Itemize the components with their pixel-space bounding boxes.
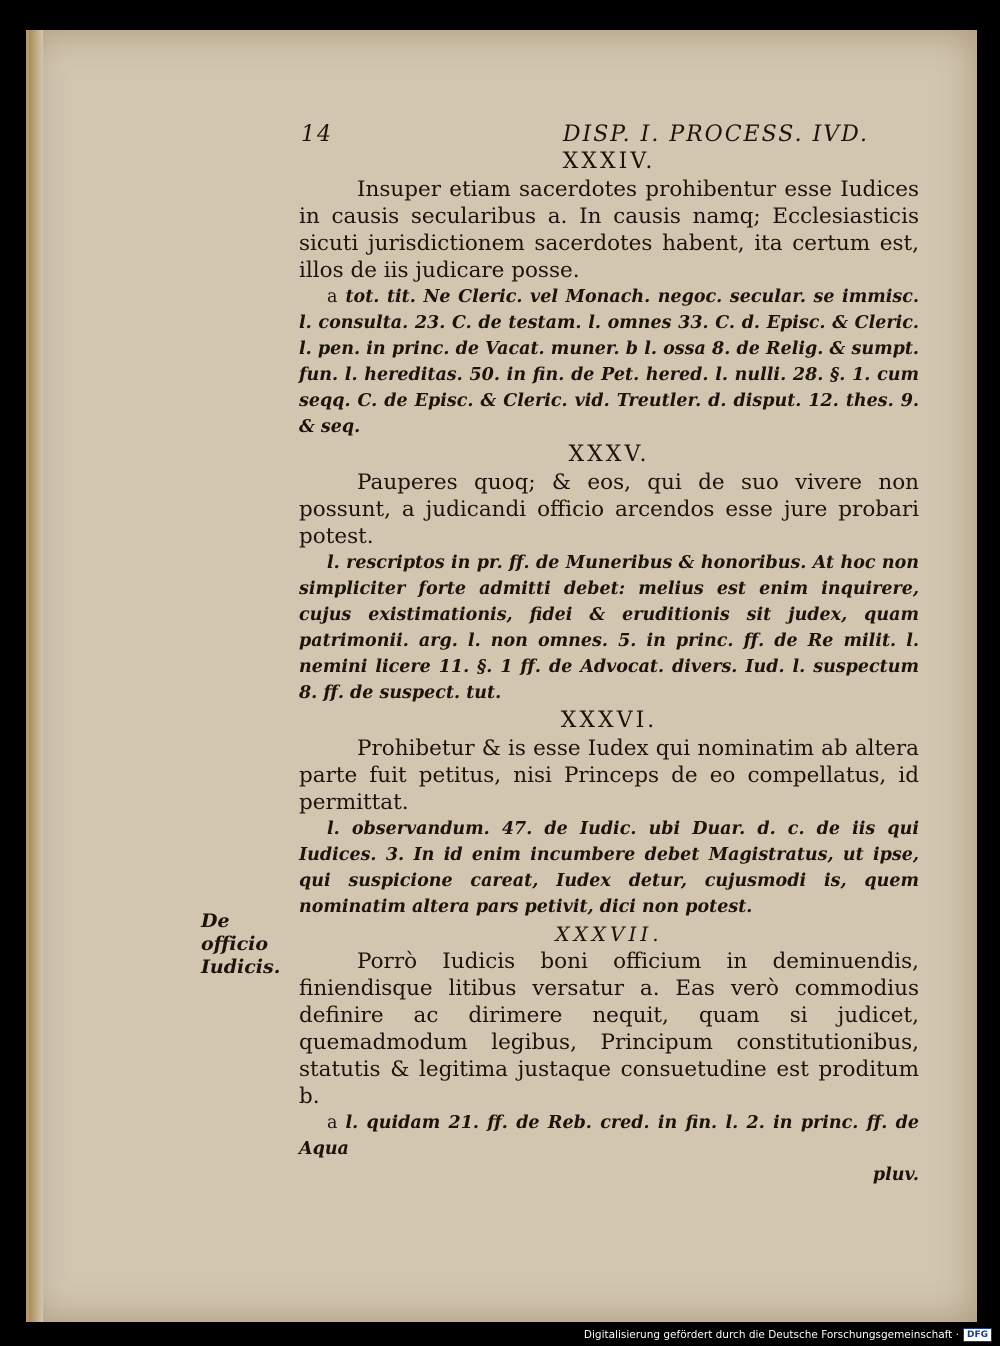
section-footnote (299, 1110, 919, 1188)
section-text: Porrò Iudicis boni officium in deminuendis, finiendisque litibus versatur a. Eas verò commodius definire ac dirimere nequit, quam si judicet, quemadmodum legibus, Principum constitutionibus, statutis & legitima justaque consuetudine est proditum b. (299, 949, 919, 1109)
section-numeral: XXXVII. (555, 922, 663, 946)
page-number: 14 (301, 122, 333, 147)
footnote-marker: a (327, 287, 338, 307)
running-header (299, 122, 919, 147)
section-text: Pauperes quoq; & eos, qui de suo vivere non possunt, a judicandi officio arcendos esse jure probari potest. (299, 470, 919, 549)
footnote-text: l. observandum. 47. de Iudic. ubi Duar. d. c. de iis qui Iudices. 3. In id enim incumbere debet Magistratus, ut ipse, qui suspicione careat, Iudex detur, cujusmodi is, quem nominatim altera pars petivit, dici non potest. (299, 819, 919, 917)
footnote-text: tot. tit. Ne Cleric. vel Monach. negoc. secular. se immisc. l. consulta. 23. C. de testam. l. omnes 33. C. d. Episc. & Cleric. l. pen. in princ. de Vacat. muner. b l. ossa 8. de Relig. & sumpt. fun. l. hereditas. 50. in fin. de Pet. hered. l. nulli. 28. §. 1. cum seqq. C. de Episc. & Cleric. vid. Treutler. d. disput. 12. thes. 9. & seq. (299, 287, 919, 437)
section-text: Prohibetur & is esse Iudex qui nominatim ab altera parte fuit petitus, nisi Princeps de eo compellatus, id permittat. (299, 736, 919, 815)
digitization-footer (584, 1328, 992, 1342)
section-37 (299, 922, 919, 1188)
page-spine (29, 30, 43, 1322)
section-numeral: XXXV. (568, 442, 650, 467)
book-page (26, 30, 977, 1322)
footnote-text: l. rescriptos in pr. ff. de Muneribus & honoribus. At hoc non simpliciter forte admitti debet: melius est enim inquirere, cujus existimationis, fidei & eruditionis sit judex, quam patrimonii. arg. l. non omnes. 5. in princ. ff. de Re milit. l. nemini licere 11. §. 1 ff. de Advocat. divers. Iud. l. suspectum 8. ff. de suspect. tut. (299, 553, 919, 703)
footnote-marker: a (327, 1113, 338, 1133)
footnote-text: l. quidam 21. ff. de Reb. cred. in fin. l. 2. in princ. ff. de Aqua (299, 1113, 919, 1159)
section-numeral: XXXIV. (562, 149, 656, 174)
catchword: pluv. (872, 1165, 919, 1185)
footer-credit: Digitalisierung gefördert durch die Deutsche Forschungsgemeinschaft · (583, 1329, 959, 1341)
section-footnote (299, 284, 919, 440)
section-footnote (299, 816, 919, 920)
section-numeral: XXXVI. (560, 708, 658, 733)
dfg-logo: DFG (963, 1328, 992, 1342)
section-35 (299, 442, 919, 706)
section-footnote (299, 550, 919, 706)
margin-note: De officio Iudicis. (201, 910, 281, 978)
section-34 (299, 149, 919, 440)
section-36 (299, 708, 919, 920)
running-title: DISP. I. PROCESS. IVD. (562, 122, 869, 147)
text-block (299, 122, 919, 1188)
section-text: Insuper etiam sacerdotes prohibentur esse Iudices in causis secularibus a. In causis namq; Ecclesiasticis sicuti jurisdictionem sacerdotes habent, ita certum est, illos de iis judicare posse. (299, 177, 919, 283)
